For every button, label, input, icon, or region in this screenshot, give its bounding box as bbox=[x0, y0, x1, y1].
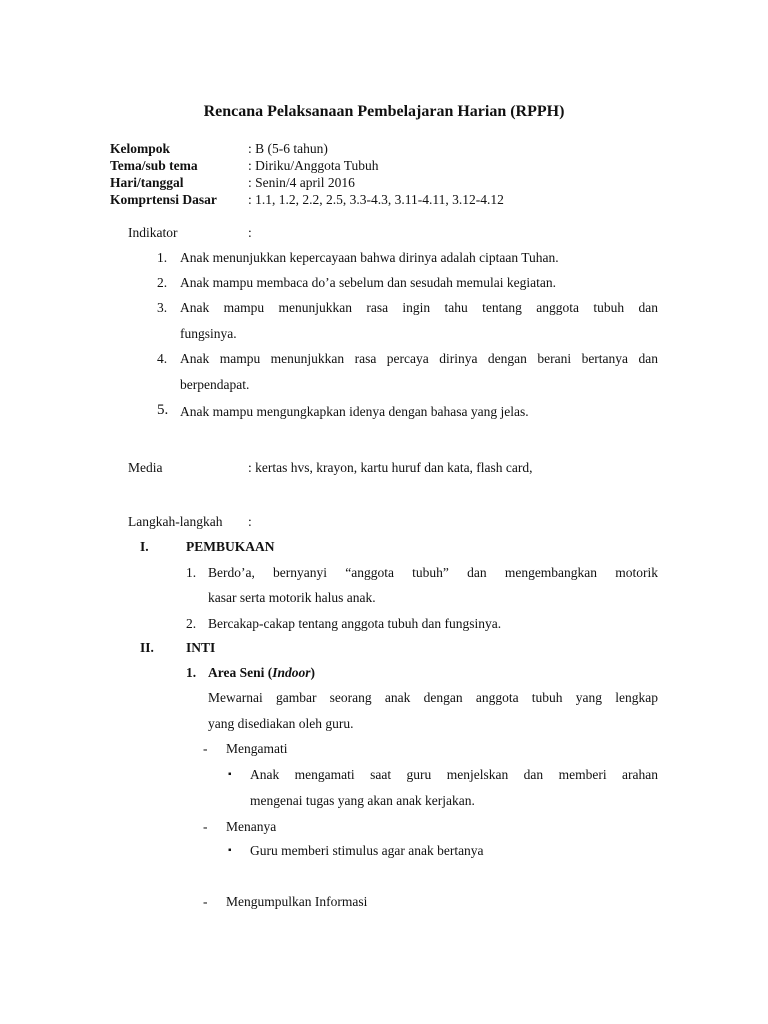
indikator-num: 2. bbox=[157, 275, 168, 290]
area-description-cont: yang disediakan oleh guru. bbox=[208, 716, 354, 731]
indikator-item-cont: fungsinya. bbox=[180, 326, 237, 341]
bullet-icon: ▪ bbox=[228, 845, 232, 856]
bullet-icon: ▪ bbox=[228, 769, 232, 780]
area-title: Area Seni (Indoor) bbox=[208, 665, 316, 680]
indikator-item-cont: berpendapat. bbox=[180, 377, 250, 392]
area-num: 1. bbox=[186, 665, 197, 680]
indikator-item: Anak menunjukkan kepercayaan bahwa dirinya adalah ciptaan Tuhan. bbox=[180, 250, 559, 265]
langkah-label: Langkah-langkah bbox=[128, 514, 223, 529]
roman-numeral: I. bbox=[140, 539, 149, 554]
pembukaan-item: Bercakap-cakap tentang anggota tubuh dan fungsinya. bbox=[208, 616, 502, 631]
step-label: Mengamati bbox=[226, 741, 288, 756]
inti-heading: INTI bbox=[186, 640, 216, 655]
header-label-kelompok: Kelompok bbox=[110, 141, 171, 156]
step-detail: Guru memberi stimulus agar anak bertanya bbox=[250, 843, 484, 858]
step-dash: - bbox=[203, 894, 208, 909]
indikator-colon: : bbox=[248, 225, 252, 240]
step-dash: - bbox=[203, 819, 208, 834]
pembukaan-num: 2. bbox=[186, 616, 197, 631]
indikator-item: Anak mampu mengungkapkan idenya dengan bahasa yang jelas. bbox=[180, 404, 529, 419]
indikator-num: 1. bbox=[157, 250, 168, 265]
header-value-hari: : Senin/4 april 2016 bbox=[248, 175, 355, 190]
header-value-kelompok: : B (5-6 tahun) bbox=[248, 141, 328, 156]
pembukaan-item: Berdo’a, bernyanyi “anggota tubuh” dan mengembangkan motorik bbox=[208, 565, 658, 580]
header-value-tema: : Diriku/Anggota Tubuh bbox=[248, 158, 379, 173]
indikator-label: Indikator bbox=[128, 225, 178, 240]
indikator-num: 3. bbox=[157, 300, 168, 315]
media-label: Media bbox=[128, 460, 163, 475]
document-title: Rencana Pelaksanaan Pembelajaran Harian (RPPH) bbox=[203, 103, 565, 120]
header-value-kompetensi: : 1.1, 1.2, 2.2, 2.5, 3.3-4.3, 3.11-4.11, 3.12-4.12 bbox=[248, 192, 504, 207]
roman-numeral: II. bbox=[140, 640, 154, 655]
header-label-kompetensi: Komprtensi Dasar bbox=[110, 192, 217, 207]
step-detail-cont: mengenai tugas yang akan anak kerjakan. bbox=[250, 793, 475, 808]
langkah-colon: : bbox=[248, 514, 252, 529]
area-description: Mewarnai gambar seorang anak dengan anggota tubuh yang lengkap bbox=[208, 690, 658, 705]
step-label: Menanya bbox=[226, 819, 277, 834]
header-label-hari: Hari/tanggal bbox=[110, 175, 184, 190]
pembukaan-heading: PEMBUKAAN bbox=[186, 539, 275, 554]
pembukaan-item-cont: kasar serta motorik halus anak. bbox=[208, 590, 376, 605]
pembukaan-num: 1. bbox=[186, 565, 197, 580]
indikator-item: Anak mampu menunjukkan rasa percaya dirinya dengan berani bertanya dan bbox=[180, 351, 658, 366]
step-detail: Anak mengamati saat guru menjelskan dan memberi arahan bbox=[250, 767, 658, 782]
indikator-item: Anak mampu membaca do’a sebelum dan sesudah memulai kegiatan. bbox=[180, 275, 557, 290]
step-label: Mengumpulkan Informasi bbox=[226, 894, 368, 909]
media-value: : kertas hvs, krayon, kartu huruf dan kata, flash card, bbox=[248, 460, 533, 475]
indikator-num: 4. bbox=[157, 351, 168, 366]
indikator-num: 5. bbox=[157, 402, 169, 418]
header-label-tema: Tema/sub tema bbox=[110, 158, 198, 173]
indikator-item: Anak mampu menunjukkan rasa ingin tahu tentang anggota tubuh dan bbox=[180, 300, 658, 315]
step-dash: - bbox=[203, 741, 208, 756]
